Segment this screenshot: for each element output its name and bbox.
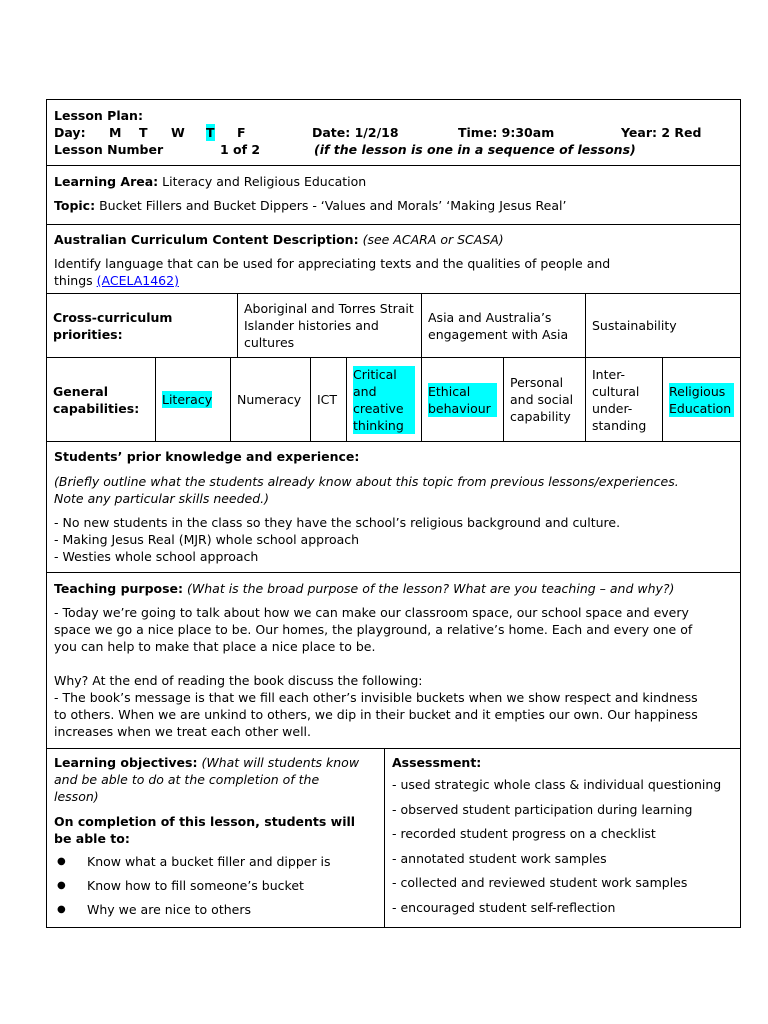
prior-knowledge-heading: Students’ prior knowledge and experience: bbox=[54, 449, 360, 464]
teaching-purpose-para-2 bbox=[54, 672, 733, 740]
prior-knowledge-point-1: - No new students in the class so they have the school’s religious background and culture. bbox=[54, 515, 621, 530]
priority-sustainability: Sustainability bbox=[592, 318, 677, 333]
teaching-purpose-para2-line: Why? At the end of reading the book discuss the following: bbox=[54, 673, 423, 688]
prior-knowledge-point-2: - Making Jesus Real (MJR) whole school approach bbox=[54, 532, 360, 547]
lesson-date: Date: 1/2/18 bbox=[312, 125, 399, 140]
assessment-item: - collected and reviewed student work samples bbox=[392, 875, 688, 890]
bullet-icon: ● bbox=[57, 880, 66, 891]
lesson-plan-title: Lesson Plan: bbox=[54, 108, 143, 123]
day-label: Day: bbox=[54, 125, 86, 140]
learning-area-label: Learning Area: bbox=[54, 174, 159, 189]
completion-heading-2: be able to: bbox=[54, 831, 130, 846]
objectives-heading bbox=[54, 754, 377, 771]
capability-critical-thinking-text: Critical and creative thinking bbox=[353, 366, 415, 434]
objective-text: Know how to fill someone’s bucket bbox=[87, 878, 304, 893]
teaching-purpose-para2-line: increases when we treat each other well. bbox=[54, 724, 312, 739]
sequence-note: (if the lesson is one in a sequence of lessons) bbox=[314, 142, 636, 157]
priority-asia-engagement: Asia and Australia’s engagement with Asia bbox=[422, 294, 586, 357]
capability-ict: ICT bbox=[311, 358, 347, 441]
assessment-item: - annotated student work samples bbox=[392, 850, 607, 866]
topic-line bbox=[54, 197, 733, 214]
lesson-number-line bbox=[54, 141, 733, 158]
curriculum-description-line1: Identify language that can be used for appreciating texts and the qualities of people and bbox=[54, 256, 611, 271]
capability-critical-thinking bbox=[347, 358, 422, 441]
teaching-purpose-para1-line: space we go a nice place to be. Our homes, the playground, a relative’s home. Each and every one of bbox=[54, 622, 693, 637]
learning-area-value: Literacy and Religious Education bbox=[158, 174, 367, 189]
day-monday: M bbox=[109, 125, 122, 140]
day-tuesday: T bbox=[139, 125, 148, 140]
curriculum-note: (see ACARA or SCASA) bbox=[358, 232, 504, 247]
lesson-time: Time: 9:30am bbox=[458, 125, 555, 140]
lesson-number-label: Lesson Number bbox=[54, 142, 164, 157]
list-item bbox=[54, 898, 377, 922]
lesson-plan-table bbox=[46, 99, 741, 928]
objectives-prompt-1: (What will students know bbox=[197, 755, 360, 770]
objective-text: Why we are nice to others bbox=[87, 902, 251, 917]
capability-literacy bbox=[156, 358, 231, 441]
objectives-prompt-3: lesson) bbox=[54, 789, 99, 804]
teaching-purpose-prompt: (What is the broad purpose of the lesson? What are you teaching – and why?) bbox=[183, 581, 675, 596]
general-capabilities-row bbox=[47, 358, 740, 442]
assessment-heading: Assessment: bbox=[392, 755, 482, 770]
assessment-cell bbox=[385, 749, 740, 927]
cross-curriculum-label: Cross-curriculum priorities: bbox=[47, 294, 238, 357]
header-section bbox=[47, 100, 740, 166]
curriculum-description-line2 bbox=[54, 272, 733, 289]
objectives-list bbox=[54, 850, 377, 922]
assessment-item: - observed student participation during learning bbox=[392, 801, 693, 817]
objective-text: Know what a bucket filler and dipper is bbox=[87, 854, 331, 869]
teaching-purpose-section bbox=[47, 573, 740, 749]
teaching-purpose-heading bbox=[54, 580, 733, 597]
completion-heading-1: On completion of this lesson, students will bbox=[54, 814, 356, 829]
capability-literacy-text: Literacy bbox=[162, 392, 213, 407]
objectives-prompt-2: and be able to do at the completion of the bbox=[54, 772, 320, 787]
capability-intercultural: Inter-cultural under-standing bbox=[586, 358, 663, 441]
prior-knowledge-instruction-1: (Briefly outline what the students already know about this topic from previous lessons/experiences. bbox=[54, 474, 679, 489]
year-group: Year: 2 Red bbox=[621, 125, 702, 140]
curriculum-section bbox=[47, 225, 740, 294]
teaching-purpose-para1-line: you can help to make that place a nice place to be. bbox=[54, 639, 376, 654]
assessment-list bbox=[392, 773, 733, 920]
day-wednesday: W bbox=[171, 125, 185, 140]
assessment-item: - recorded student progress on a checklist bbox=[392, 826, 656, 841]
list-item bbox=[54, 850, 377, 874]
bullet-icon: ● bbox=[57, 856, 66, 867]
assessment-item: - encouraged student self-reflection bbox=[392, 899, 616, 915]
learning-area-line bbox=[54, 173, 733, 190]
capability-ethical-behaviour-text: Ethical behaviour bbox=[428, 383, 497, 417]
teaching-purpose-para-1 bbox=[54, 604, 733, 655]
topic-label: Topic: bbox=[54, 198, 96, 213]
objectives-assessment-row bbox=[47, 749, 740, 927]
acela-link[interactable]: (ACELA1462) bbox=[96, 273, 179, 288]
priority-aboriginal-torres: Aboriginal and Torres Strait Islander histories and cultures bbox=[238, 294, 422, 357]
lesson-number-value: 1 of 2 bbox=[220, 142, 261, 157]
topic-value: Bucket Fillers and Bucket Dippers - ‘Values and Morals’ ‘Making Jesus Real’ bbox=[95, 198, 567, 213]
learning-objectives-cell bbox=[47, 749, 385, 927]
bullet-icon: ● bbox=[57, 904, 66, 915]
curriculum-description-text: things bbox=[54, 273, 97, 288]
day-friday: F bbox=[237, 125, 246, 140]
list-item bbox=[54, 874, 377, 898]
teaching-purpose-para1-line: - Today we’re going to talk about how we can make our classroom space, our school space and every bbox=[54, 605, 689, 620]
teaching-purpose-para2-line: to others. When we are unkind to others, we dip in their bucket and it empties our own. Our happiness bbox=[54, 707, 698, 722]
day-line bbox=[54, 124, 733, 141]
capability-personal-social: Personal and social capability bbox=[504, 358, 586, 441]
prior-knowledge-section bbox=[47, 442, 740, 573]
learning-area-section bbox=[47, 166, 740, 225]
cross-curriculum-row bbox=[47, 294, 740, 358]
capability-religious-education-text: Religious Education bbox=[669, 383, 734, 417]
curriculum-label: Australian Curriculum Content Description: bbox=[54, 232, 359, 247]
prior-knowledge-point-3: - Westies whole school approach bbox=[54, 549, 259, 564]
capability-religious-education bbox=[663, 358, 740, 441]
day-thursday-selected: T bbox=[206, 125, 215, 140]
capability-ethical-behaviour bbox=[422, 358, 504, 441]
assessment-item: - used strategic whole class & individual questioning bbox=[392, 777, 722, 792]
capabilities-label: General capabilities: bbox=[47, 358, 156, 441]
teaching-purpose-para2-line: - The book’s message is that we fill each other’s invisible buckets when we show respect and kindness bbox=[54, 690, 698, 705]
objectives-label: Learning objectives: bbox=[54, 755, 198, 770]
capability-numeracy: Numeracy bbox=[231, 358, 311, 441]
prior-knowledge-instruction-2: Note any particular skills needed.) bbox=[54, 491, 270, 506]
curriculum-heading bbox=[54, 231, 733, 248]
teaching-purpose-label: Teaching purpose: bbox=[54, 581, 184, 596]
